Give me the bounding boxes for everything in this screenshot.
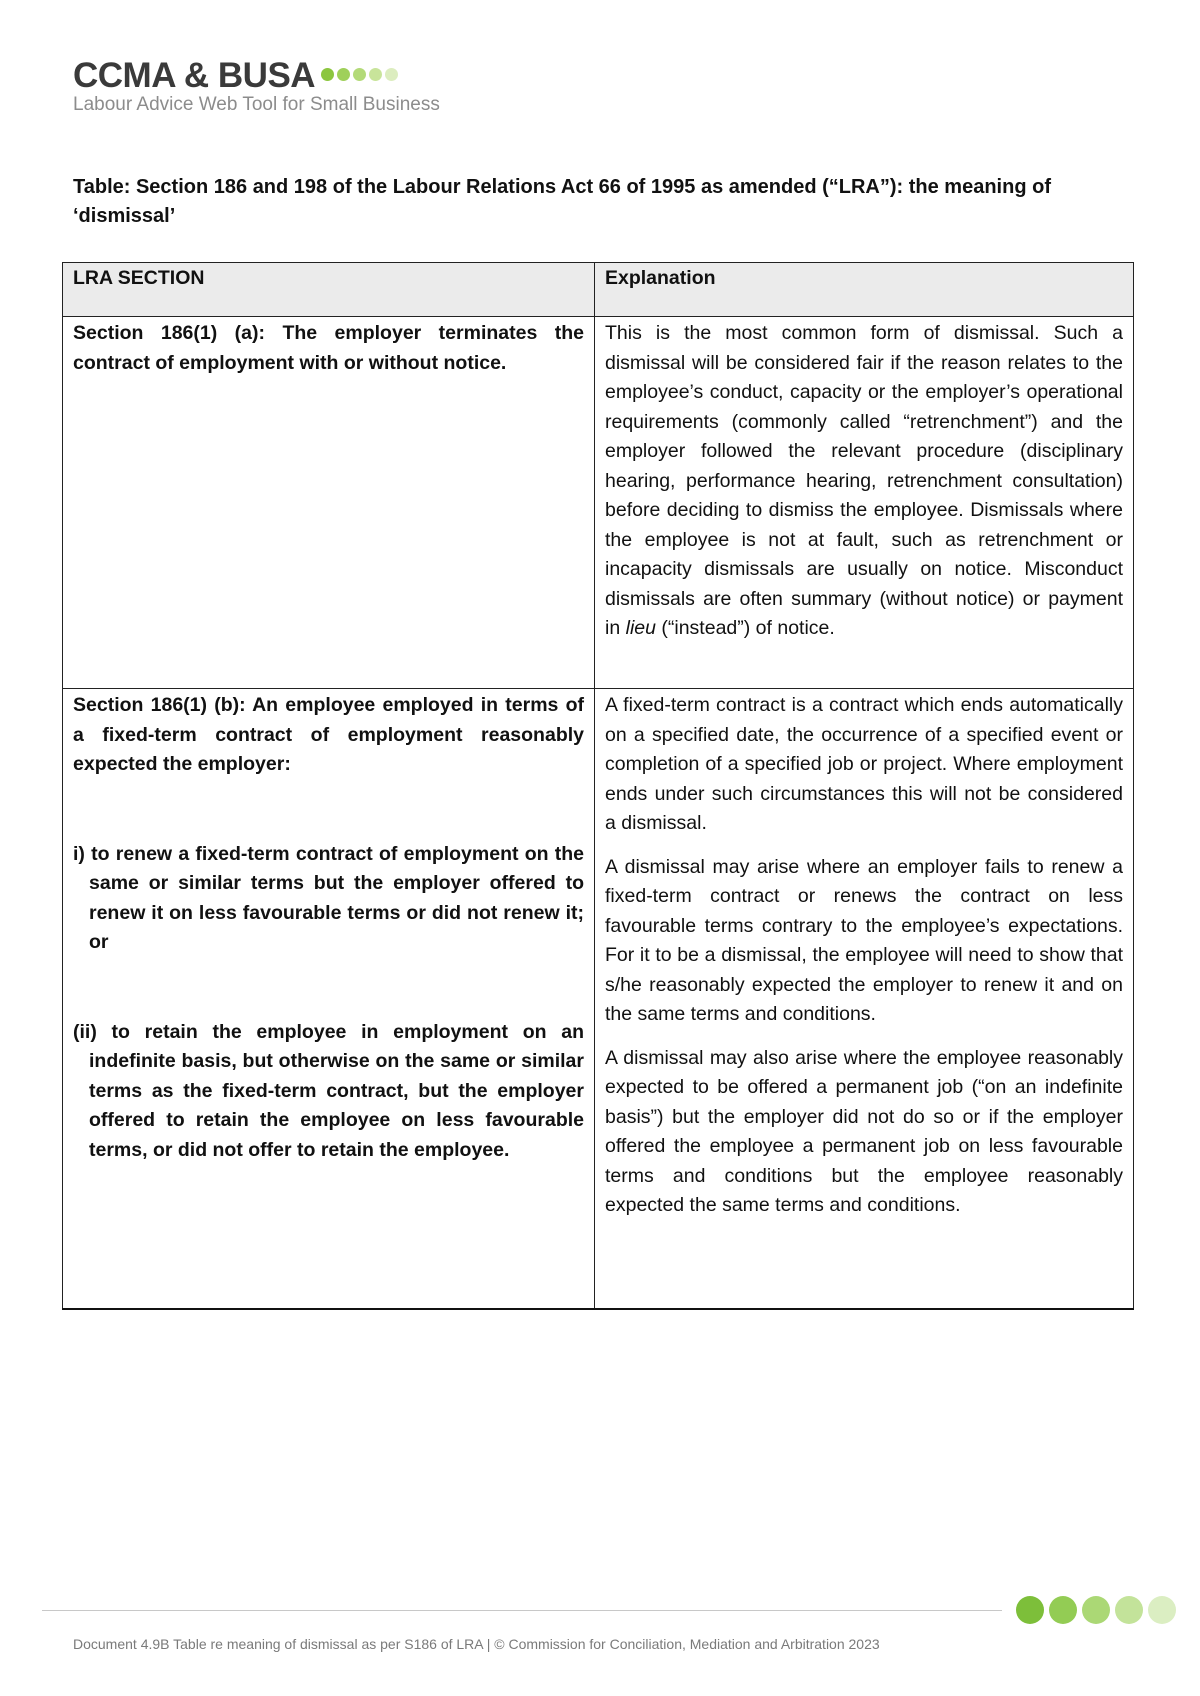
table-row [63,317,1134,689]
footer-dot [1148,1596,1176,1624]
explanation-cell [595,689,1134,1309]
footer-dot [1049,1596,1077,1624]
document-title: Table: Section 186 and 198 of the Labour Relations Act 66 of 1995 as amended (“LRA”): the meaning of ‘dismissal’ [73,176,1051,227]
table-header-row [63,263,1134,317]
ccma-busa-logo [73,56,493,116]
footer-text: Document 4.9B Table re meaning of dismissal as per S186 of LRA | © Commission for Conciliation, Mediation and Arbitration 2023 [73,1636,880,1652]
explanation-cell [595,317,1134,689]
logo-dots [321,68,398,81]
section-cell [63,317,595,689]
explanation-renewal: A dismissal may arise where an employer fails to renew a fixed-term contract or renews the contract on less favourable terms contrary to the employee’s expectations. For it to be a dismissal, the employee will need to show that s/he reasonably expected the employer to renew it and on the same terms and conditions. [605,855,1123,1025]
logo-dot [353,68,366,81]
footer-dot [1016,1596,1044,1624]
logo-dot [369,68,382,81]
footer-dot [1115,1596,1143,1624]
explanation-186-1-a: This is the most common form of dismissal. Such a dismissal will be considered fair if the reason relates to the employee’s conduct, capacity or the employer’s operational requirements (commonly called “retrenchment”) and the employer followed the relevant procedure (disciplinary hearing, performance hearing, retrenchment consultation) before deciding to dismiss the employee. Dismissals where the employee is not at fault, such as retrenchment or incapacity dismissals are usually on notice. Misconduct dismissals are often summary (without notice) or payment in lieu (“instead”) of notice. [605,322,1123,639]
logo-dot [385,68,398,81]
header-explanation: Explanation [595,263,1134,317]
logo-dot [337,68,350,81]
logo-text: CCMA & BUSA [73,56,316,95]
logo-dot [321,68,334,81]
explanation-permanent: A dismissal may also arise where the employee reasonably expected to be offered a permanent job (“on an indefinite basis”) but the employer did not do so or if the employer offered the employee a permanent job on less favourable terms and conditions but the employee reasonably expected the same terms and conditions. [605,1046,1123,1216]
footer-dots [1016,1596,1176,1624]
table-row [63,689,1134,1309]
section-186-1-b: Section 186(1) (b): An employee employed in terms of a fixed-term contract of employment reasonably expected the employer: [73,694,584,775]
section-186-1-a: Section 186(1) (a): The employer terminates the contract of employment with or without notice. [73,322,584,374]
footer-dot [1082,1596,1110,1624]
footer-divider [42,1610,1002,1611]
subsection-i: i) to renew a fixed-term contract of employment on the same or similar terms but the employer offered to renew it on less favourable terms or did not renew it; or [73,842,584,953]
logo-subtitle: Labour Advice Web Tool for Small Business [73,94,440,115]
logo-wordmark [73,56,493,96]
section-cell [63,689,595,1309]
header-lra-section: LRA SECTION [63,263,595,317]
subsection-ii: (ii) to retain the employee in employment on an indefinite basis, but otherwise on the same or similar terms as the fixed-term contract, but the employer offered to retain the employee on less favourable terms, or did not offer to retain the employee. [73,1020,584,1161]
latin-term: lieu [625,617,656,639]
explanation-fixed-term: A fixed-term contract is a contract which ends automatically on a specified date, the occurrence of a specified event or completion of a specified job or project. Where employment ends under such circumstances this will not be considered a dismissal. [605,694,1123,834]
lra-dismissal-table [62,262,1134,1310]
